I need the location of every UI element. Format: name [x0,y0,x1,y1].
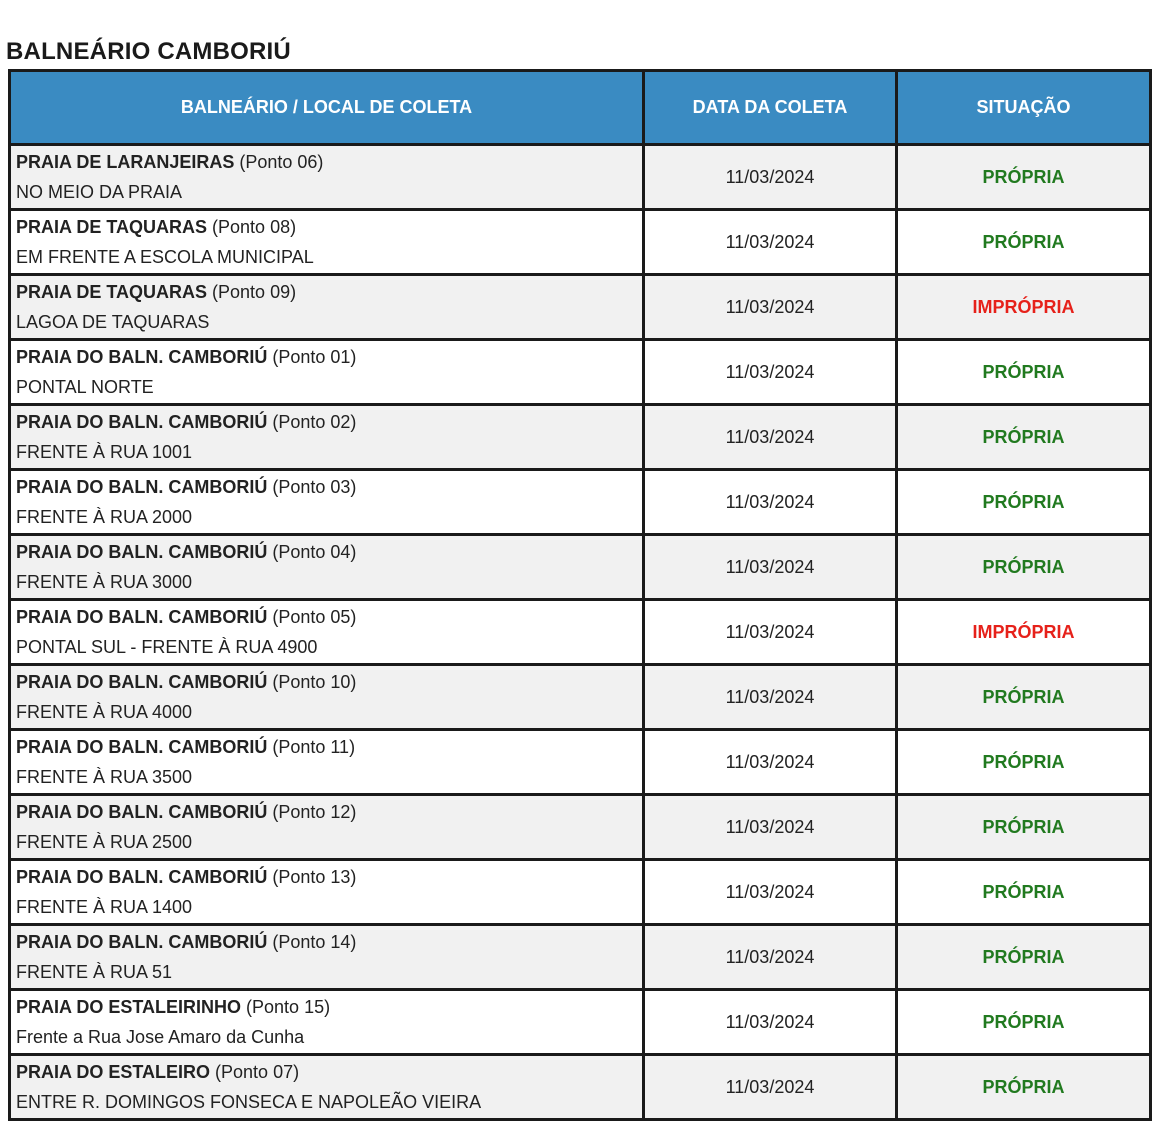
collection-point: (Ponto 13) [272,867,357,887]
collection-date: 11/03/2024 [644,405,897,470]
location-heading [16,862,642,892]
collection-date: 11/03/2024 [644,990,897,1055]
column-header-status: SITUAÇÃO [897,71,1151,145]
status-badge: IMPRÓPRIA [897,275,1151,340]
beach-name: PRAIA DO BALN. CAMBORIÚ [16,607,268,627]
location-cell [10,795,644,860]
status-badge: IMPRÓPRIA [897,600,1151,665]
beach-name: PRAIA DO BALN. CAMBORIÚ [16,672,268,692]
collection-point: (Ponto 04) [272,542,357,562]
collection-date: 11/03/2024 [644,275,897,340]
table-row [10,1055,1151,1120]
beach-name: PRAIA DE TAQUARAS [16,217,208,237]
location-description: Frente a Rua Jose Amaro da Cunha [16,1027,305,1047]
location-heading [16,472,642,502]
collection-date: 11/03/2024 [644,535,897,600]
location-cell [10,405,644,470]
location-cell [10,145,644,210]
status-badge: PRÓPRIA [897,860,1151,925]
location-cell [10,600,644,665]
location-description: PONTAL NORTE [16,377,154,397]
location-heading [16,147,642,177]
status-badge: PRÓPRIA [897,990,1151,1055]
table-row [10,210,1151,275]
status-badge: PRÓPRIA [897,535,1151,600]
beach-name: PRAIA DO BALN. CAMBORIÚ [16,347,268,367]
location-cell [10,535,644,600]
beach-name: PRAIA DO BALN. CAMBORIÚ [16,932,268,952]
location-description: PONTAL SUL - FRENTE À RUA 4900 [16,637,318,657]
beach-name: PRAIA DO BALN. CAMBORIÚ [16,477,268,497]
status-badge: PRÓPRIA [897,470,1151,535]
table-header-row [10,71,1151,145]
collection-point: (Ponto 14) [272,932,357,952]
table-row [10,535,1151,600]
collection-date: 11/03/2024 [644,145,897,210]
beach-name: PRAIA DE LARANJEIRAS [16,152,235,172]
collection-date: 11/03/2024 [644,795,897,860]
location-description: FRENTE À RUA 1001 [16,442,193,462]
location-cell [10,860,644,925]
location-cell [10,275,644,340]
beach-name: PRAIA DO BALN. CAMBORIÚ [16,737,268,757]
location-cell [10,990,644,1055]
location-heading [16,1057,642,1087]
collection-point: (Ponto 09) [212,282,297,302]
status-badge: PRÓPRIA [897,665,1151,730]
location-cell [10,1055,644,1120]
page-title: BALNEÁRIO CAMBORIÚ [6,38,291,66]
location-heading [16,277,642,307]
location-heading [16,342,642,372]
collection-point: (Ponto 11) [272,737,356,757]
collection-point: (Ponto 15) [246,997,331,1017]
collection-point: (Ponto 01) [272,347,357,367]
beach-name: PRAIA DO ESTALEIRINHO [16,997,242,1017]
status-badge: PRÓPRIA [897,405,1151,470]
table-row [10,145,1151,210]
table-row [10,990,1151,1055]
beach-name: PRAIA DO BALN. CAMBORIÚ [16,867,268,887]
location-description: ENTRE R. DOMINGOS FONSECA E NAPOLEÃO VIEIRA [16,1092,482,1112]
table-row [10,795,1151,860]
status-badge: PRÓPRIA [897,795,1151,860]
water-quality-table [8,69,1152,1121]
location-description: FRENTE À RUA 2000 [16,507,193,527]
location-description: NO MEIO DA PRAIA [16,182,183,202]
status-badge: PRÓPRIA [897,145,1151,210]
column-header-location: BALNEÁRIO / LOCAL DE COLETA [10,71,644,145]
location-description: FRENTE À RUA 1400 [16,897,193,917]
collection-point: (Ponto 06) [239,152,324,172]
table-row [10,275,1151,340]
beach-name: PRAIA DO BALN. CAMBORIÚ [16,802,268,822]
status-badge: PRÓPRIA [897,1055,1151,1120]
table-row [10,340,1151,405]
location-heading [16,667,642,697]
location-cell [10,925,644,990]
location-description: FRENTE À RUA 3500 [16,767,193,787]
collection-point: (Ponto 12) [272,802,357,822]
collection-point: (Ponto 08) [212,217,297,237]
collection-date: 11/03/2024 [644,860,897,925]
location-heading [16,732,642,762]
location-heading [16,537,642,567]
location-heading [16,212,642,242]
status-badge: PRÓPRIA [897,730,1151,795]
beach-name: PRAIA DO ESTALEIRO [16,1062,211,1082]
location-cell [10,340,644,405]
location-description: FRENTE À RUA 4000 [16,702,193,722]
collection-point: (Ponto 07) [215,1062,300,1082]
beach-name: PRAIA DO BALN. CAMBORIÚ [16,412,268,432]
collection-date: 11/03/2024 [644,600,897,665]
collection-date: 11/03/2024 [644,1055,897,1120]
location-heading [16,927,642,957]
collection-point: (Ponto 10) [272,672,357,692]
location-heading [16,992,642,1022]
location-description: LAGOA DE TAQUARAS [16,312,210,332]
status-badge: PRÓPRIA [897,925,1151,990]
location-description: EM FRENTE A ESCOLA MUNICIPAL [16,247,314,267]
location-heading [16,407,642,437]
table-row [10,925,1151,990]
location-cell [10,730,644,795]
beach-name: PRAIA DO BALN. CAMBORIÚ [16,542,268,562]
collection-point: (Ponto 05) [272,607,357,627]
collection-point: (Ponto 02) [272,412,357,432]
table-body [10,145,1151,1120]
collection-date: 11/03/2024 [644,210,897,275]
table-row [10,860,1151,925]
table-header [10,71,1151,145]
collection-date: 11/03/2024 [644,730,897,795]
collection-date: 11/03/2024 [644,665,897,730]
beach-name: PRAIA DE TAQUARAS [16,282,208,302]
collection-date: 11/03/2024 [644,340,897,405]
table-row [10,730,1151,795]
location-description: FRENTE À RUA 3000 [16,572,193,592]
location-heading [16,602,642,632]
column-header-date: DATA DA COLETA [644,71,897,145]
location-description: FRENTE À RUA 51 [16,962,173,982]
location-heading [16,797,642,827]
collection-date: 11/03/2024 [644,925,897,990]
collection-point: (Ponto 03) [272,477,357,497]
table-row [10,600,1151,665]
location-cell [10,470,644,535]
table-row [10,665,1151,730]
location-cell [10,210,644,275]
status-badge: PRÓPRIA [897,210,1151,275]
table-row [10,405,1151,470]
location-description: FRENTE À RUA 2500 [16,832,193,852]
status-badge: PRÓPRIA [897,340,1151,405]
table-row [10,470,1151,535]
collection-date: 11/03/2024 [644,470,897,535]
location-cell [10,665,644,730]
